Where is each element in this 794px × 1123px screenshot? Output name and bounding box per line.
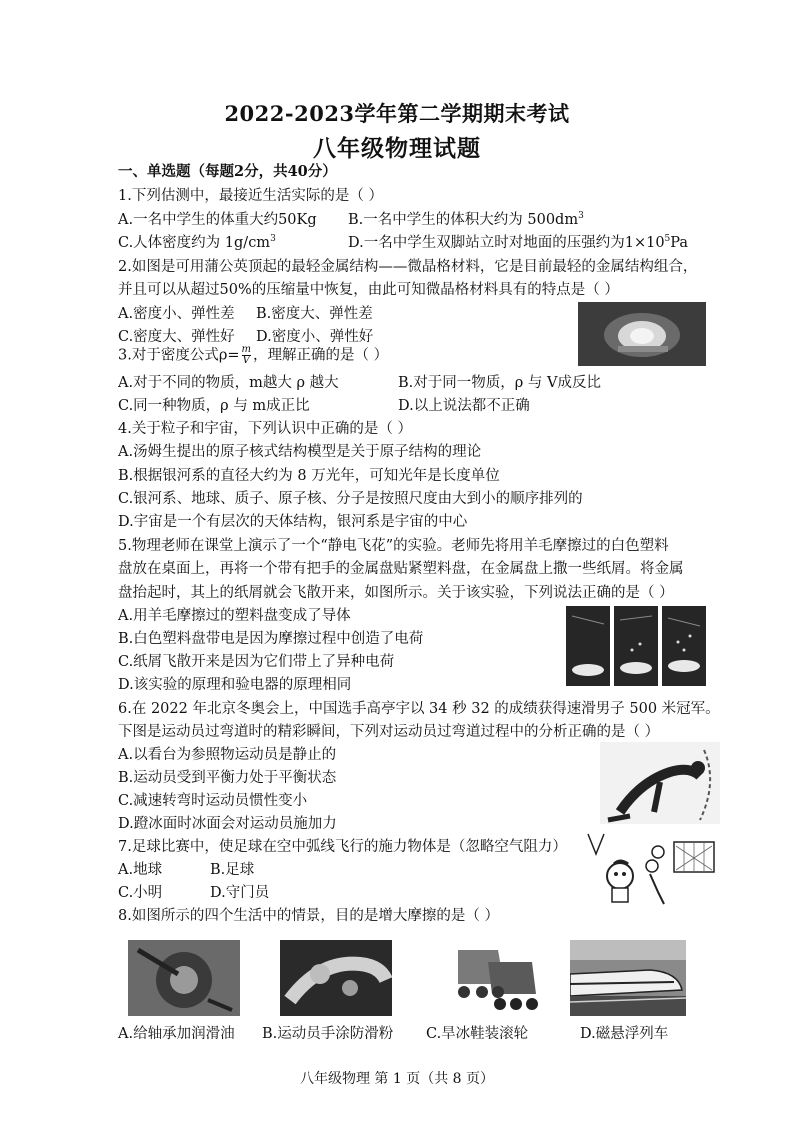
q5-option-d: D.该实验的原理和验电器的原理相同	[118, 677, 352, 693]
q4-stem: 4.关于粒子和宇宙，下列认识中正确的是（ ）	[118, 421, 412, 437]
q3-option-d: D.以上说法都不正确	[398, 398, 530, 414]
q7-option-b: B.足球	[210, 862, 255, 878]
maglev-train-photo	[570, 940, 686, 1016]
q1-option-b: B.一名中学生的体积大约为 $500dm^3$	[348, 211, 584, 228]
q2-stem-line1: 2.如图是可用蒲公英顶起的最轻金属结构——微晶格材料，它是目前最轻的金属结构组合，	[118, 259, 698, 275]
q8-option-b: B.运动员手涂防滑粉	[262, 1026, 394, 1042]
q7-stem: 7.足球比赛中，使足球在空中弧线飞行的施力物体是（忽略空气阻力）	[118, 839, 567, 855]
dandelion-microlattice-photo	[578, 302, 706, 366]
q4-option-d: D.宇宙是一个有层次的天体结构，银河系是宇宙的中心	[118, 514, 468, 530]
q6-stem-line2: 下图是运动员过弯道时的精彩瞬间，下列对运动员过弯道过程中的分析正确的是（ ）	[118, 724, 660, 740]
q8-option-c: C.旱冰鞋装滚轮	[426, 1026, 529, 1042]
football-cartoon-illustration	[580, 830, 720, 912]
q5-option-c: C.纸屑飞散开来是因为它们带上了异种电荷	[118, 654, 395, 670]
q7-option-a: A.地球	[118, 862, 163, 878]
q6-option-b: B.运动员受到平衡力处于平衡状态	[118, 770, 337, 786]
q4-option-a: A.汤姆生提出的原子核式结构模型是关于原子结构的理论	[118, 444, 482, 460]
q5-option-a: A.用羊毛摩擦过的塑料盘变成了导体	[118, 608, 351, 624]
q5-stem-line2: 盘放在桌面上，再将一个带有把手的金属盘贴紧塑料盘，在金属盘上撒一些纸屑。将金属	[118, 561, 684, 577]
speed-skater-photo	[600, 742, 720, 824]
section-heading: 一、单选题（每题2分，共40分）	[118, 163, 337, 180]
q3-stem: 3.对于密度公式ρ= $\frac{m}{V}$ ，理解正确的是（ ）	[118, 344, 389, 366]
q3-option-b: B.对于同一物质，ρ 与 V成反比	[398, 375, 601, 391]
athlete-chalk-hands-photo	[280, 940, 392, 1016]
q4-option-c: C.银河系、地球、质子、原子核、分子是按照尺度由大到小的顺序排列的	[118, 491, 583, 507]
q7-option-c: C.小明	[118, 885, 163, 901]
q3-option-c: C.同一种物质，ρ 与 m成正比	[118, 398, 310, 414]
q4-option-b: B.根据银河系的直径大约为 8 万光年，可知光年是长度单位	[118, 468, 500, 484]
exam-title: 2022-2023学年第二学期期末考试	[224, 101, 570, 126]
q5-stem-line3: 盘抬起时，其上的纸屑就会飞散开来，如图所示。关于该实验，下列说法正确的是（ ）	[118, 585, 674, 601]
page-footer: 八年级物理 第 1 页（共 8 页）	[299, 1071, 495, 1087]
q2-stem-line2: 并且可以从超过50%的压缩量中恢复，由此可知微晶格材料具有的特点是（ ）	[118, 282, 619, 298]
q8-stem: 8.如图所示的四个生活中的情景，目的是增大摩擦的是（ ）	[118, 908, 499, 924]
density-formula-fraction: $\frac{m}{V}$	[241, 344, 251, 366]
q6-option-c: C.减速转弯时运动员惯性变小	[118, 793, 308, 809]
q6-stem-line1: 6.在 2022 年北京冬奥会上，中国选手高亭宇以 34 秒 32 的成绩获得速滑男子 500 米冠军。	[118, 701, 720, 717]
q8-option-a: A.给轴承加润滑油	[118, 1026, 235, 1042]
q3-option-a: A.对于不同的物质，m越大 ρ 越大	[118, 375, 339, 391]
q5-stem-line1: 5.物理老师在课堂上演示了一个“静电飞花”的实验。老师先将用羊毛摩擦过的白色塑料	[118, 538, 669, 554]
q2-option-a: A.密度小、弹性差	[118, 306, 235, 322]
q1-option-d: D.一名中学生双脚站立时对地面的压强约为$1\times 10^5Pa$	[348, 234, 689, 251]
q1-option-c: C.人体密度约为 $1g/cm^3$	[118, 234, 276, 251]
q1-option-a: A.一名中学生的体重大约50Kg	[118, 212, 317, 228]
q1-stem: 1.下列估测中，最接近生活实际的是（ ）	[118, 188, 383, 204]
q2-option-b: B.密度大、弹性差	[256, 306, 373, 322]
q2-option-d: D.密度小、弹性好	[256, 329, 374, 345]
exam-subtitle: 八年级物理试题	[313, 135, 481, 162]
q6-option-d: D.蹬冰面时冰面会对运动员施加力	[118, 816, 337, 832]
q8-option-d: D.磁悬浮列车	[580, 1026, 669, 1042]
static-flower-experiment-photos	[566, 606, 706, 686]
roller-skates-photo	[438, 940, 550, 1016]
q7-option-d: D.守门员	[210, 885, 270, 901]
q2-option-c: C.密度大、弹性好	[118, 329, 235, 345]
q5-option-b: B.白色塑料盘带电是因为摩擦过程中创造了电荷	[118, 631, 424, 647]
bearing-oil-photo	[128, 940, 240, 1016]
q6-option-a: A.以看台为参照物运动员是静止的	[118, 747, 337, 763]
